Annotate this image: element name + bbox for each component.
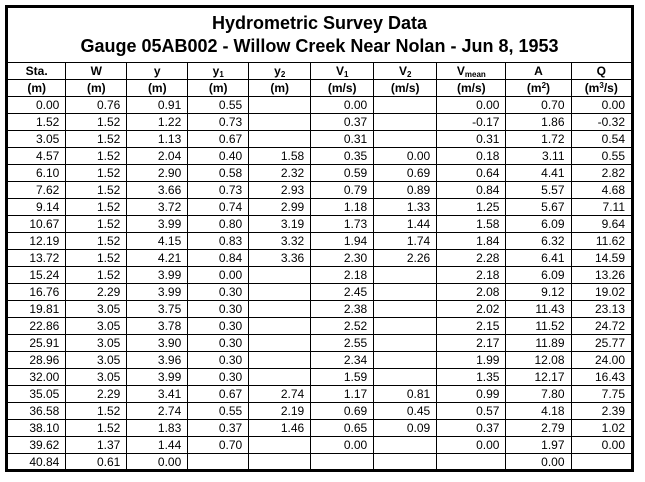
survey-table (8, 63, 631, 470)
table-cell (374, 114, 437, 131)
table-cell: 3.96 (127, 352, 188, 369)
table-cell: 2.52 (311, 318, 374, 335)
table-cell: 3.32 (249, 233, 311, 250)
table-cell: 1.52 (66, 420, 127, 437)
table-cell: 3.72 (127, 199, 188, 216)
table-cell: 24.00 (571, 352, 631, 369)
table-cell: 0.83 (188, 233, 249, 250)
table-cell: 0.09 (374, 420, 437, 437)
table-cell: 2.55 (311, 335, 374, 352)
table-cell: 0.61 (66, 454, 127, 471)
table-cell: 1.52 (66, 233, 127, 250)
table-cell: 1.74 (374, 233, 437, 250)
column-subscript: 1 (219, 70, 224, 79)
table-cell: 9.64 (571, 216, 631, 233)
table-row (8, 148, 631, 165)
table-cell: 0.30 (188, 301, 249, 318)
table-cell: 36.58 (8, 403, 66, 420)
table-cell: 15.24 (8, 267, 66, 284)
column-unit (188, 80, 249, 97)
table-cell (374, 335, 437, 352)
table-cell: 0.55 (188, 97, 249, 114)
table-cell (374, 131, 437, 148)
table-cell: 0.40 (188, 148, 249, 165)
unit-text-end: /s) (603, 81, 618, 95)
table-cell: 0.00 (437, 437, 506, 454)
table-cell: 1.17 (311, 386, 374, 403)
table-cell: 1.37 (66, 437, 127, 454)
table-cell: 11.52 (506, 318, 571, 335)
table-cell: 7.62 (8, 182, 66, 199)
table-cell: 4.68 (571, 182, 631, 199)
table-cell: 9.12 (506, 284, 571, 301)
table-cell: 0.99 (437, 386, 506, 403)
table-cell: 2.82 (571, 165, 631, 182)
column-unit (127, 80, 188, 97)
table-row (8, 233, 631, 250)
table-cell: 0.00 (374, 148, 437, 165)
table-cell: 2.34 (311, 352, 374, 369)
column-unit (374, 80, 437, 97)
table-cell (374, 454, 437, 471)
column-name: V (398, 64, 407, 78)
unit-text: (m (526, 81, 542, 95)
column-header (437, 63, 506, 80)
table-cell: 4.18 (506, 403, 571, 420)
table-cell: 1.52 (66, 182, 127, 199)
table-cell: 2.38 (311, 301, 374, 318)
table-cell: 13.26 (571, 267, 631, 284)
table-cell: 1.73 (311, 216, 374, 233)
column-name: A (534, 64, 543, 78)
table-cell: 2.93 (249, 182, 311, 199)
column-subscript: 2 (406, 70, 412, 79)
table-row (8, 131, 631, 148)
table-cell: 0.30 (188, 369, 249, 386)
table-cell: 1.52 (66, 216, 127, 233)
column-name: y (153, 64, 161, 78)
column-unit (506, 80, 571, 97)
table-cell: 1.58 (437, 216, 506, 233)
table-cell: 2.30 (311, 250, 374, 267)
table-cell: 28.96 (8, 352, 66, 369)
table-cell: 3.66 (127, 182, 188, 199)
table-cell: 2.17 (437, 335, 506, 352)
table-cell: 0.64 (437, 165, 506, 182)
table-cell: 3.99 (127, 267, 188, 284)
table-cell: 2.08 (437, 284, 506, 301)
table-cell: 11.89 (506, 335, 571, 352)
table-cell: 3.78 (127, 318, 188, 335)
table-cell: 1.86 (506, 114, 571, 131)
table-cell: 3.05 (66, 335, 127, 352)
table-cell: 1.52 (66, 267, 127, 284)
table-cell: 7.75 (571, 386, 631, 403)
table-cell: 16.76 (8, 284, 66, 301)
table-row (8, 454, 631, 471)
table-cell: 0.45 (374, 403, 437, 420)
table-cell: 25.77 (571, 335, 631, 352)
table-cell (249, 131, 311, 148)
table-cell: 1.99 (437, 352, 506, 369)
column-name: W (90, 64, 102, 78)
table-cell: 2.28 (437, 250, 506, 267)
table-cell: 5.67 (506, 199, 571, 216)
table-cell: 1.52 (66, 165, 127, 182)
table-cell: 3.05 (66, 301, 127, 318)
survey-sheet (5, 5, 634, 472)
column-unit (8, 80, 66, 97)
column-name: V (335, 64, 344, 78)
table-cell: 6.10 (8, 165, 66, 182)
table-row (8, 97, 631, 114)
unit-text: (m) (86, 81, 106, 95)
column-header (311, 63, 374, 80)
table-cell: 0.76 (66, 97, 127, 114)
header-names-row (8, 63, 631, 80)
unit-text-end: ) (546, 81, 551, 95)
table-cell: 13.72 (8, 250, 66, 267)
table-cell (374, 352, 437, 369)
table-cell: 2.18 (311, 267, 374, 284)
table-cell (374, 267, 437, 284)
table-cell: -0.32 (571, 114, 631, 131)
column-header (571, 63, 631, 80)
column-header (8, 63, 66, 80)
table-cell: 6.32 (506, 233, 571, 250)
table-cell: 3.75 (127, 301, 188, 318)
table-cell: 0.54 (571, 131, 631, 148)
table-cell: 0.31 (437, 131, 506, 148)
table-cell: 0.73 (188, 114, 249, 131)
table-cell: 1.58 (249, 148, 311, 165)
unit-text: (m/s) (327, 81, 357, 95)
table-cell: 2.26 (374, 250, 437, 267)
table-cell: 0.79 (311, 182, 374, 199)
table-cell: 2.74 (249, 386, 311, 403)
table-row (8, 352, 631, 369)
table-cell: 3.99 (127, 284, 188, 301)
column-subscript: 2 (280, 70, 286, 79)
table-cell: 0.00 (8, 97, 66, 114)
table-row (8, 216, 631, 233)
table-cell: 3.99 (127, 216, 188, 233)
table-cell (374, 369, 437, 386)
title-block (8, 8, 631, 63)
table-cell: 0.81 (374, 386, 437, 403)
table-cell: 1.52 (66, 148, 127, 165)
column-subscript: 1 (343, 70, 349, 79)
table-cell: 0.91 (127, 97, 188, 114)
table-cell: 7.80 (506, 386, 571, 403)
table-cell: -0.17 (437, 114, 506, 131)
table-cell (249, 267, 311, 284)
table-cell: 0.00 (506, 454, 571, 471)
table-cell: 12.17 (506, 369, 571, 386)
table-cell (249, 97, 311, 114)
table-cell: 2.15 (437, 318, 506, 335)
table-cell: 40.84 (8, 454, 66, 471)
table-cell (249, 352, 311, 369)
table-cell: 38.10 (8, 420, 66, 437)
column-header (249, 63, 311, 80)
unit-text: (m) (147, 81, 167, 95)
table-cell: 0.57 (437, 403, 506, 420)
table-cell: 1.22 (127, 114, 188, 131)
table-cell: 3.99 (127, 369, 188, 386)
column-header (127, 63, 188, 80)
table-cell: 1.02 (571, 420, 631, 437)
table-cell: 3.11 (506, 148, 571, 165)
table-cell: 0.31 (311, 131, 374, 148)
table-cell (374, 318, 437, 335)
table-cell: 1.97 (506, 437, 571, 454)
table-cell: 12.08 (506, 352, 571, 369)
table-cell: 19.02 (571, 284, 631, 301)
table-cell: 25.91 (8, 335, 66, 352)
table-cell: 3.05 (8, 131, 66, 148)
unit-text: (m) (27, 81, 46, 95)
table-cell: 2.99 (249, 199, 311, 216)
table-cell: 0.00 (571, 437, 631, 454)
table-cell: 0.35 (311, 148, 374, 165)
table-cell (374, 437, 437, 454)
table-cell (374, 97, 437, 114)
table-cell: 1.52 (66, 403, 127, 420)
table-cell: 0.70 (188, 437, 249, 454)
table-row (8, 182, 631, 199)
column-header (66, 63, 127, 80)
table-cell: 3.05 (66, 318, 127, 335)
title-line-2: Gauge 05AB002 - Willow Creek Near Nolan - Jun 8, 1953 (80, 36, 559, 56)
table-cell: 2.79 (506, 420, 571, 437)
table-cell: 0.30 (188, 318, 249, 335)
table-cell: 2.18 (437, 267, 506, 284)
table-cell: 1.52 (66, 250, 127, 267)
table-cell: 10.67 (8, 216, 66, 233)
table-cell: 2.29 (66, 386, 127, 403)
table-cell: 0.69 (374, 165, 437, 182)
column-unit (437, 80, 506, 97)
table-cell (249, 301, 311, 318)
table-cell: 1.18 (311, 199, 374, 216)
column-name: y (212, 64, 220, 78)
table-cell: 22.86 (8, 318, 66, 335)
table-cell: 3.36 (249, 250, 311, 267)
unit-text: (m) (208, 81, 228, 95)
table-cell: 11.62 (571, 233, 631, 250)
table-row (8, 267, 631, 284)
table-cell: 0.65 (311, 420, 374, 437)
unit-text: (m) (270, 81, 290, 95)
table-cell: 2.04 (127, 148, 188, 165)
table-cell: 1.52 (8, 114, 66, 131)
table-cell: 0.00 (311, 437, 374, 454)
table-cell: 2.02 (437, 301, 506, 318)
table-cell (249, 114, 311, 131)
table-cell (374, 301, 437, 318)
table-cell: 0.80 (188, 216, 249, 233)
column-name: V (456, 64, 465, 78)
table-row (8, 165, 631, 182)
unit-text: (m/s) (456, 81, 486, 95)
column-unit (571, 80, 631, 97)
table-row (8, 250, 631, 267)
table-cell: 1.52 (66, 199, 127, 216)
table-cell (571, 454, 631, 471)
table-row (8, 386, 631, 403)
table-cell: 4.15 (127, 233, 188, 250)
column-unit (249, 80, 311, 97)
column-name: y (274, 64, 281, 78)
table-cell: 11.43 (506, 301, 571, 318)
table-cell: 0.37 (311, 114, 374, 131)
table-cell: 16.43 (571, 369, 631, 386)
table-cell: 1.83 (127, 420, 188, 437)
table-cell: 3.05 (66, 369, 127, 386)
table-row (8, 403, 631, 420)
table-cell: 7.11 (571, 199, 631, 216)
table-cell: 2.90 (127, 165, 188, 182)
table-cell: 0.30 (188, 352, 249, 369)
table-cell: 1.25 (437, 199, 506, 216)
table-row (8, 420, 631, 437)
table-cell: 0.55 (571, 148, 631, 165)
table-cell: 6.09 (506, 216, 571, 233)
table-row (8, 114, 631, 131)
table-cell (249, 284, 311, 301)
table-cell: 1.44 (374, 216, 437, 233)
table-cell: 0.55 (188, 403, 249, 420)
table-cell: 1.84 (437, 233, 506, 250)
table-cell: 2.74 (127, 403, 188, 420)
table-cell: 19.81 (8, 301, 66, 318)
table-cell: 1.35 (437, 369, 506, 386)
table-cell: 0.89 (374, 182, 437, 199)
table-cell: 6.09 (506, 267, 571, 284)
unit-superscript: 2 (541, 81, 547, 90)
table-cell: 3.19 (249, 216, 311, 233)
table-cell: 4.21 (127, 250, 188, 267)
table-cell: 1.46 (249, 420, 311, 437)
table-row (8, 199, 631, 216)
table-cell: 0.84 (188, 250, 249, 267)
table-cell (437, 454, 506, 471)
table-cell: 1.94 (311, 233, 374, 250)
unit-text: (m/s) (390, 81, 420, 95)
table-row (8, 318, 631, 335)
table-cell: 0.59 (311, 165, 374, 182)
column-name: Sta. (25, 64, 48, 78)
table-cell: 0.00 (437, 97, 506, 114)
table-cell (374, 284, 437, 301)
table-cell: 2.39 (571, 403, 631, 420)
unit-superscript: 3 (599, 81, 604, 90)
table-cell: 2.32 (249, 165, 311, 182)
column-name: Q (596, 64, 606, 78)
table-cell: 14.59 (571, 250, 631, 267)
table-row (8, 301, 631, 318)
table-cell (188, 454, 249, 471)
table-cell: 3.05 (66, 352, 127, 369)
table-cell: 3.90 (127, 335, 188, 352)
table-cell: 0.69 (311, 403, 374, 420)
table-cell: 4.57 (8, 148, 66, 165)
column-header (374, 63, 437, 80)
table-cell: 0.00 (311, 97, 374, 114)
column-header (188, 63, 249, 80)
unit-text: (m (584, 81, 600, 95)
table-cell: 9.14 (8, 199, 66, 216)
table-cell: 2.29 (66, 284, 127, 301)
table-cell (249, 437, 311, 454)
table-cell: 0.58 (188, 165, 249, 182)
header-units-row (8, 80, 631, 97)
table-cell (249, 454, 311, 471)
table-cell: 0.74 (188, 199, 249, 216)
table-cell: 32.00 (8, 369, 66, 386)
table-cell: 0.70 (506, 97, 571, 114)
table-cell: 1.59 (311, 369, 374, 386)
table-cell: 0.37 (188, 420, 249, 437)
table-cell: 12.19 (8, 233, 66, 250)
table-body (8, 97, 631, 471)
table-cell: 0.00 (571, 97, 631, 114)
table-cell: 23.13 (571, 301, 631, 318)
table-cell: 0.00 (127, 454, 188, 471)
table-cell (249, 335, 311, 352)
table-cell: 1.72 (506, 131, 571, 148)
table-cell: 1.44 (127, 437, 188, 454)
table-row (8, 284, 631, 301)
table-cell: 0.37 (437, 420, 506, 437)
table-cell: 0.84 (437, 182, 506, 199)
table-cell: 0.67 (188, 386, 249, 403)
table-cell: 1.13 (127, 131, 188, 148)
table-cell: 0.30 (188, 284, 249, 301)
table-cell: 24.72 (571, 318, 631, 335)
table-cell: 2.19 (249, 403, 311, 420)
table-cell: 1.33 (374, 199, 437, 216)
table-cell: 0.67 (188, 131, 249, 148)
table-cell: 6.41 (506, 250, 571, 267)
table-cell: 5.57 (506, 182, 571, 199)
column-unit (311, 80, 374, 97)
column-header (506, 63, 571, 80)
table-cell: 0.30 (188, 335, 249, 352)
table-cell: 3.41 (127, 386, 188, 403)
table-cell (249, 318, 311, 335)
table-cell: 0.73 (188, 182, 249, 199)
table-cell: 0.00 (188, 267, 249, 284)
table-cell: 39.62 (8, 437, 66, 454)
table-cell: 4.41 (506, 165, 571, 182)
table-cell: 35.05 (8, 386, 66, 403)
table-cell (249, 369, 311, 386)
table-cell (311, 454, 374, 471)
table-cell: 1.52 (66, 114, 127, 131)
table-row (8, 335, 631, 352)
table-cell: 2.45 (311, 284, 374, 301)
table-row (8, 369, 631, 386)
table-row (8, 437, 631, 454)
column-subscript: mean (464, 70, 486, 79)
table-cell: 1.52 (66, 131, 127, 148)
table-cell: 0.18 (437, 148, 506, 165)
title-line-1: Hydrometric Survey Data (211, 13, 428, 33)
column-unit (66, 80, 127, 97)
